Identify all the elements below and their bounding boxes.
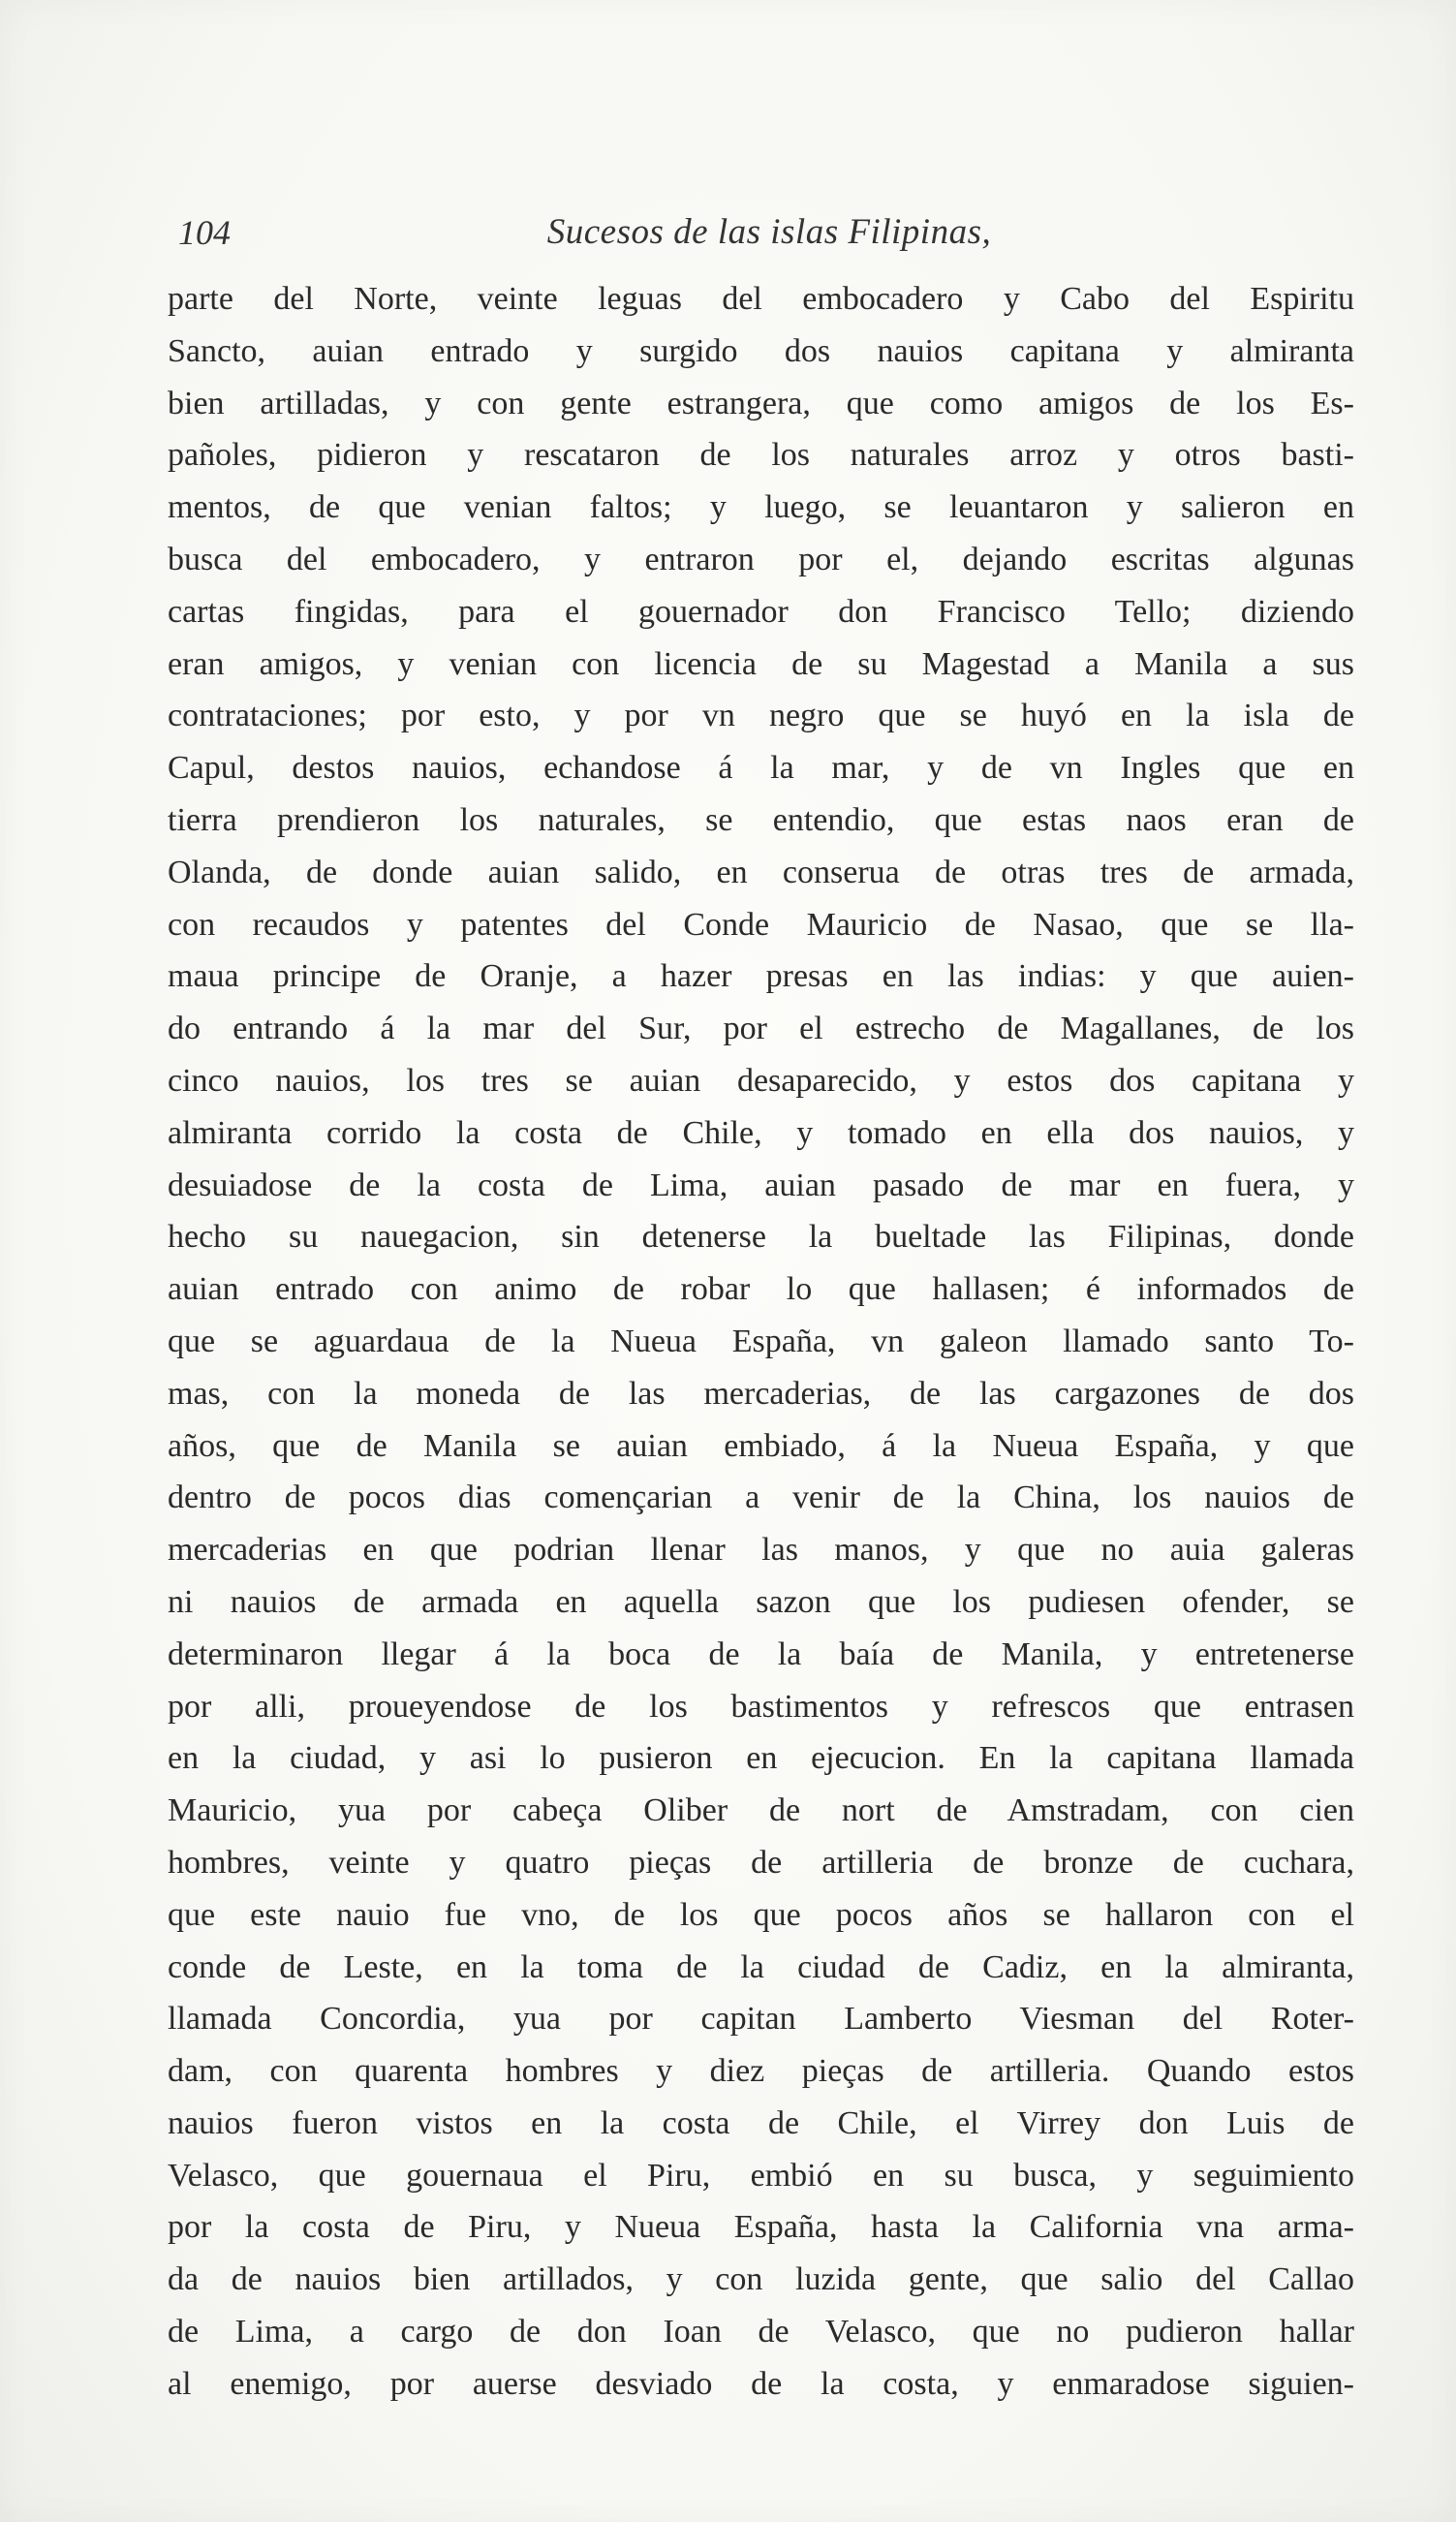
page-number: 104 [178,213,231,252]
text-line: pañoles, pidieron y rescataron de los naturales arroz y otros basti- [168,437,1354,474]
text-line: Capul, destos nauios, echandose á la mar, y de vn Ingles que en [168,750,1354,787]
text-line: años, que de Manila se auian embiado, á la Nueua España, y que [168,1427,1354,1464]
body-text [168,273,1354,2411]
text-line: que se aguardaua de la Nueua España, vn galeon llamado santo To- [168,1323,1354,1359]
text-line: dam, con quarenta hombres y diez pieças de artilleria. Quando estos [168,2053,1354,2090]
text-line: mentos, de que venian faltos; y luego, se leuantaron y salieron en [168,489,1354,526]
page-header [178,203,1360,262]
text-line: maua principe de Oranje, a hazer presas en las indias: y que auien- [168,958,1354,995]
text-line: busca del embocadero, y entraron por el, dejando escritas algunas [168,541,1354,577]
text-line: dentro de pocos dias començarian a venir de la China, los nauios de [168,1479,1354,1516]
text-line: Mauricio, yua por cabeça Oliber de nort de Amstradam, con cien [168,1792,1354,1829]
text-line: da de nauios bien artillados, y con luzida gente, que salio del Callao [168,2261,1354,2298]
text-line: por alli, proueyendose de los bastimentos y refrescos que entrasen [168,1688,1354,1725]
text-line: mercaderias en que podrian llenar las manos, y que no auia galeras [168,1532,1354,1569]
text-line: hombres, veinte y quatro pieças de artilleria de bronze de cuchara, [168,1844,1354,1881]
text-line: tierra prendieron los naturales, se entendio, que estas naos eran de [168,801,1354,838]
text-line: desuiadose de la costa de Lima, auian pasado de mar en fuera, y [168,1167,1354,1203]
text-line: parte del Norte, veinte leguas del embocadero y Cabo del Espiritu [168,281,1354,317]
text-line: que este nauio fue vno, de los que pocos años se hallaron con el [168,1896,1354,1933]
text-line: con recaudos y patentes del Conde Mauricio de Nasao, que se lla- [168,906,1354,943]
text-line: hecho su nauegacion, sin detenerse la bueltade las Filipinas, donde [168,1219,1354,1256]
text-line: mas, con la moneda de las mercaderias, de las cargazones de dos [168,1375,1354,1412]
text-line: cinco nauios, los tres se auian desaparecido, y estos dos capitana y [168,1062,1354,1099]
text-line: conde de Leste, en la toma de la ciudad de Cadiz, en la almiranta, [168,1948,1354,1985]
text-line: eran amigos, y venian con licencia de su Magestad a Manila a sus [168,645,1354,682]
text-line: auian entrado con animo de robar lo que hallasen; é informados de [168,1271,1354,1308]
text-line: ni nauios de armada en aquella sazon que los pudiesen ofender, se [168,1583,1354,1620]
running-title: Sucesos de las islas Filipinas, [546,212,992,252]
text-line: determinaron llegar á la boca de la baía de Manila, y entretenerse [168,1635,1354,1672]
text-line: por la costa de Piru, y Nueua España, hasta la California vna arma- [168,2209,1354,2246]
text-line: de Lima, a cargo de don Ioan de Velasco, que no pudieron hallar [168,2314,1354,2351]
text-line: cartas fingidas, para el gouernador don Francisco Tello; diziendo [168,593,1354,630]
text-line: en la ciudad, y asi lo pusieron en ejecucion. En la capitana llamada [168,1740,1354,1777]
text-line: Sancto, auian entrado y surgido dos nauios capitana y almiranta [168,332,1354,369]
text-line: almiranta corrido la costa de Chile, y tomado en ella dos nauios, y [168,1114,1354,1151]
text-line: al enemigo, por auerse desviado de la costa, y enmaradose siguien- [168,2365,1354,2402]
text-line: contrataciones; por esto, y por vn negro que se huyó en la isla de [168,698,1354,734]
text-line: llamada Concordia, yua por capitan Lamberto Viesman del Roter- [168,2001,1354,2038]
text-line: Velasco, que gouernaua el Piru, embió en su busca, y seguimiento [168,2157,1354,2194]
text-line: Olanda, de donde auian salido, en conserua de otras tres de armada, [168,854,1354,890]
text-line: nauios fueron vistos en la costa de Chile, el Virrey don Luis de [168,2104,1354,2141]
text-line: do entrando á la mar del Sur, por el estrecho de Magallanes, de los [168,1011,1354,1047]
text-line: bien artilladas, y con gente estrangera, que como amigos de los Es- [168,385,1354,421]
